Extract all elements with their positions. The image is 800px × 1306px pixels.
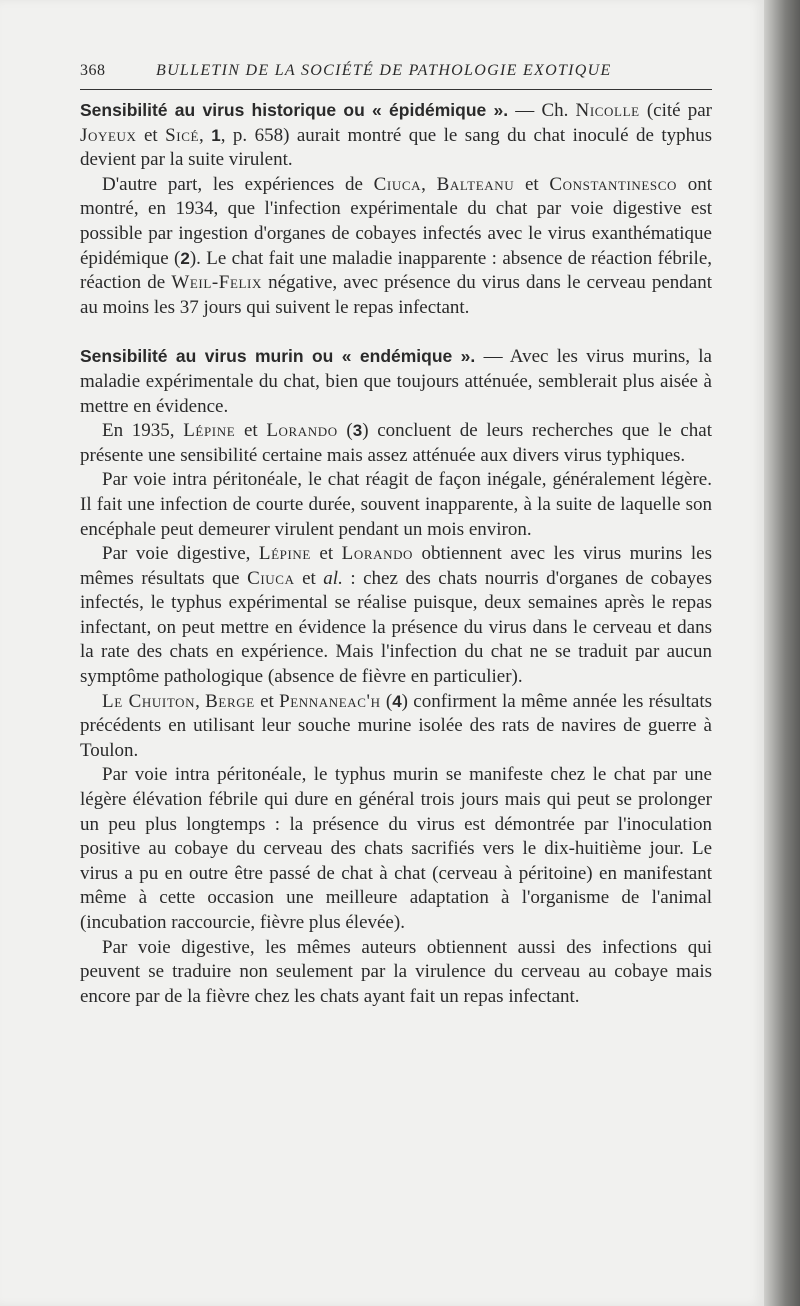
text-run: , [199, 124, 212, 146]
text-run: — Ch. [508, 100, 576, 121]
text-run: ont montré, en 1934, que l'infection expérimentale du chat par voie digestive est possible par ingestion d'organes de cobayes infectés avec le virus exanthématique épidémique ( [80, 173, 713, 269]
text-run: , p. 658) aurait montré que le sang du chat inoculé de typhus devient par la suite virulent. [80, 124, 713, 171]
text-run: ( [337, 420, 353, 442]
text-run: Par voie digestive, [102, 543, 259, 565]
text-run: et [514, 173, 550, 195]
author-name: Nicolle [575, 100, 640, 121]
paragraph-murine-5 [80, 690, 712, 764]
text-run: (cité par [639, 100, 712, 121]
author-name: Lorando [341, 543, 414, 565]
paragraph-murine-6: Par voie intra péritonéale, le typhus murin se manifeste chez le chat par une légère élévation fébrile qui dure en général trois jours mais qui peut se prolonger un peu plus longtemps : la présence du virus est démontrée par l'inoculation positive au cobaye du cerveau des chats sacrifiés vers le dix-huitième jour. Le virus a pu en outre être passé de chat à chat (cerveau à péritoine) en manifestant même à cette occasion une meilleure adaptation à l'organisme de l'animal (incubation raccourcie, fièvre plus élevée). [80, 764, 712, 933]
text-run: ). Le chat fait une maladie inapparente : absence de réaction fébrile, réaction de [80, 247, 712, 294]
author-name: Lorando [266, 420, 338, 442]
section-title-murine: Sensibilité au virus murin ou « endémique ». [80, 346, 476, 367]
text-run: et [294, 567, 324, 589]
section-title-historic: Sensibilité au virus historique ou « épidémique ». [80, 100, 509, 120]
paragraph-murine-2 [80, 419, 712, 468]
article-body [80, 98, 712, 1009]
text-run: : chez des chats nourris d'organes de cobayes infectés, le typhus expérimental se réalise puisque, deux semaines après le repas infectant, on peut mettre en évidence la présence du virus dans le cerveau et dans la rate des chats en expérience. Mais l'infection du chat ne se traduit par aucun symptôme pathologique (absence de fièvre en particulier). [80, 567, 712, 688]
book-gutter-edge [764, 0, 800, 1306]
text-run: — Avec les virus murins, la maladie expérimentale du chat, bien que toujours atténuée, semblerait plus aisée à mettre en évidence. [80, 346, 712, 417]
text-run: et [310, 543, 342, 565]
author-name: Weil-Felix [171, 272, 262, 294]
author-name: Le Chuiton [102, 690, 196, 712]
reference-number: 3 [352, 421, 363, 441]
text-run: ) confirment la même année les résultats précédents en utilisant leur souche murine isolée des rats de navires de guerre à Toulon. [80, 690, 712, 761]
author-name: Ciuca [247, 567, 295, 589]
reference-number: 2 [180, 248, 190, 268]
text-run: , [195, 690, 206, 712]
text-run: ( [380, 690, 393, 712]
text-run: et [235, 420, 267, 442]
paragraph-murine-4 [80, 542, 712, 690]
text-run: En 1935, [102, 420, 184, 442]
text-run: D'autre part, les expériences de [102, 173, 374, 195]
author-name: Ciuca [373, 173, 422, 195]
author-name: Lépine [258, 543, 311, 565]
text-run: et [254, 690, 280, 712]
paragraph-historic-2 [80, 173, 712, 321]
paragraph-historic-1 [80, 98, 712, 173]
text-run: obtiennent avec les virus murins les mêmes résultats que [80, 543, 712, 589]
text-run: , [421, 173, 437, 195]
reference-number: 1 [211, 125, 221, 145]
author-name: Joyeux [80, 124, 137, 146]
author-name: Sicé [165, 124, 200, 146]
paragraph-murine-3: Par voie intra péritonéale, le chat réagit de façon inégale, généralement légère. Il fait une infection de courte durée, souvent inapparente, à la suite de laquelle son encéphale peut demeurer virulent pendant un mois environ. [80, 469, 712, 540]
text-run: ) concluent de leurs recherches que le chat présente une sensibilité certaine mais assez atténuée aux divers virus typhiques. [80, 420, 713, 466]
reference-number: 4 [392, 691, 402, 711]
author-name: Pennaneac'h [279, 690, 381, 712]
paragraph-murine-7: Par voie digestive, les mêmes auteurs obtiennent aussi des infections qui peuvent se traduire non seulement par la virulence du cerveau au cobaye mais encore par de la fièvre chez les chats ayant fait un repas infectant. [80, 936, 712, 1007]
author-name: Constantinesco [549, 173, 678, 195]
italic-abbreviation: al. [323, 567, 343, 589]
author-name: Balteanu [436, 173, 515, 195]
author-name: Lépine [183, 420, 236, 442]
page-header [80, 62, 712, 86]
text-run: négative, avec présence du virus dans le cerveau pendant au moins les 37 jours qui suivent le repas infectant. [80, 272, 712, 318]
paragraph-murine-1 [80, 344, 712, 419]
running-head: BULLETIN DE LA SOCIÉTÉ DE PATHOLOGIE EXOTIQUE [156, 62, 612, 79]
header-rule [80, 89, 712, 90]
author-name: Berge [205, 690, 255, 712]
text-run: et [136, 124, 166, 146]
page-number: 368 [80, 62, 106, 79]
